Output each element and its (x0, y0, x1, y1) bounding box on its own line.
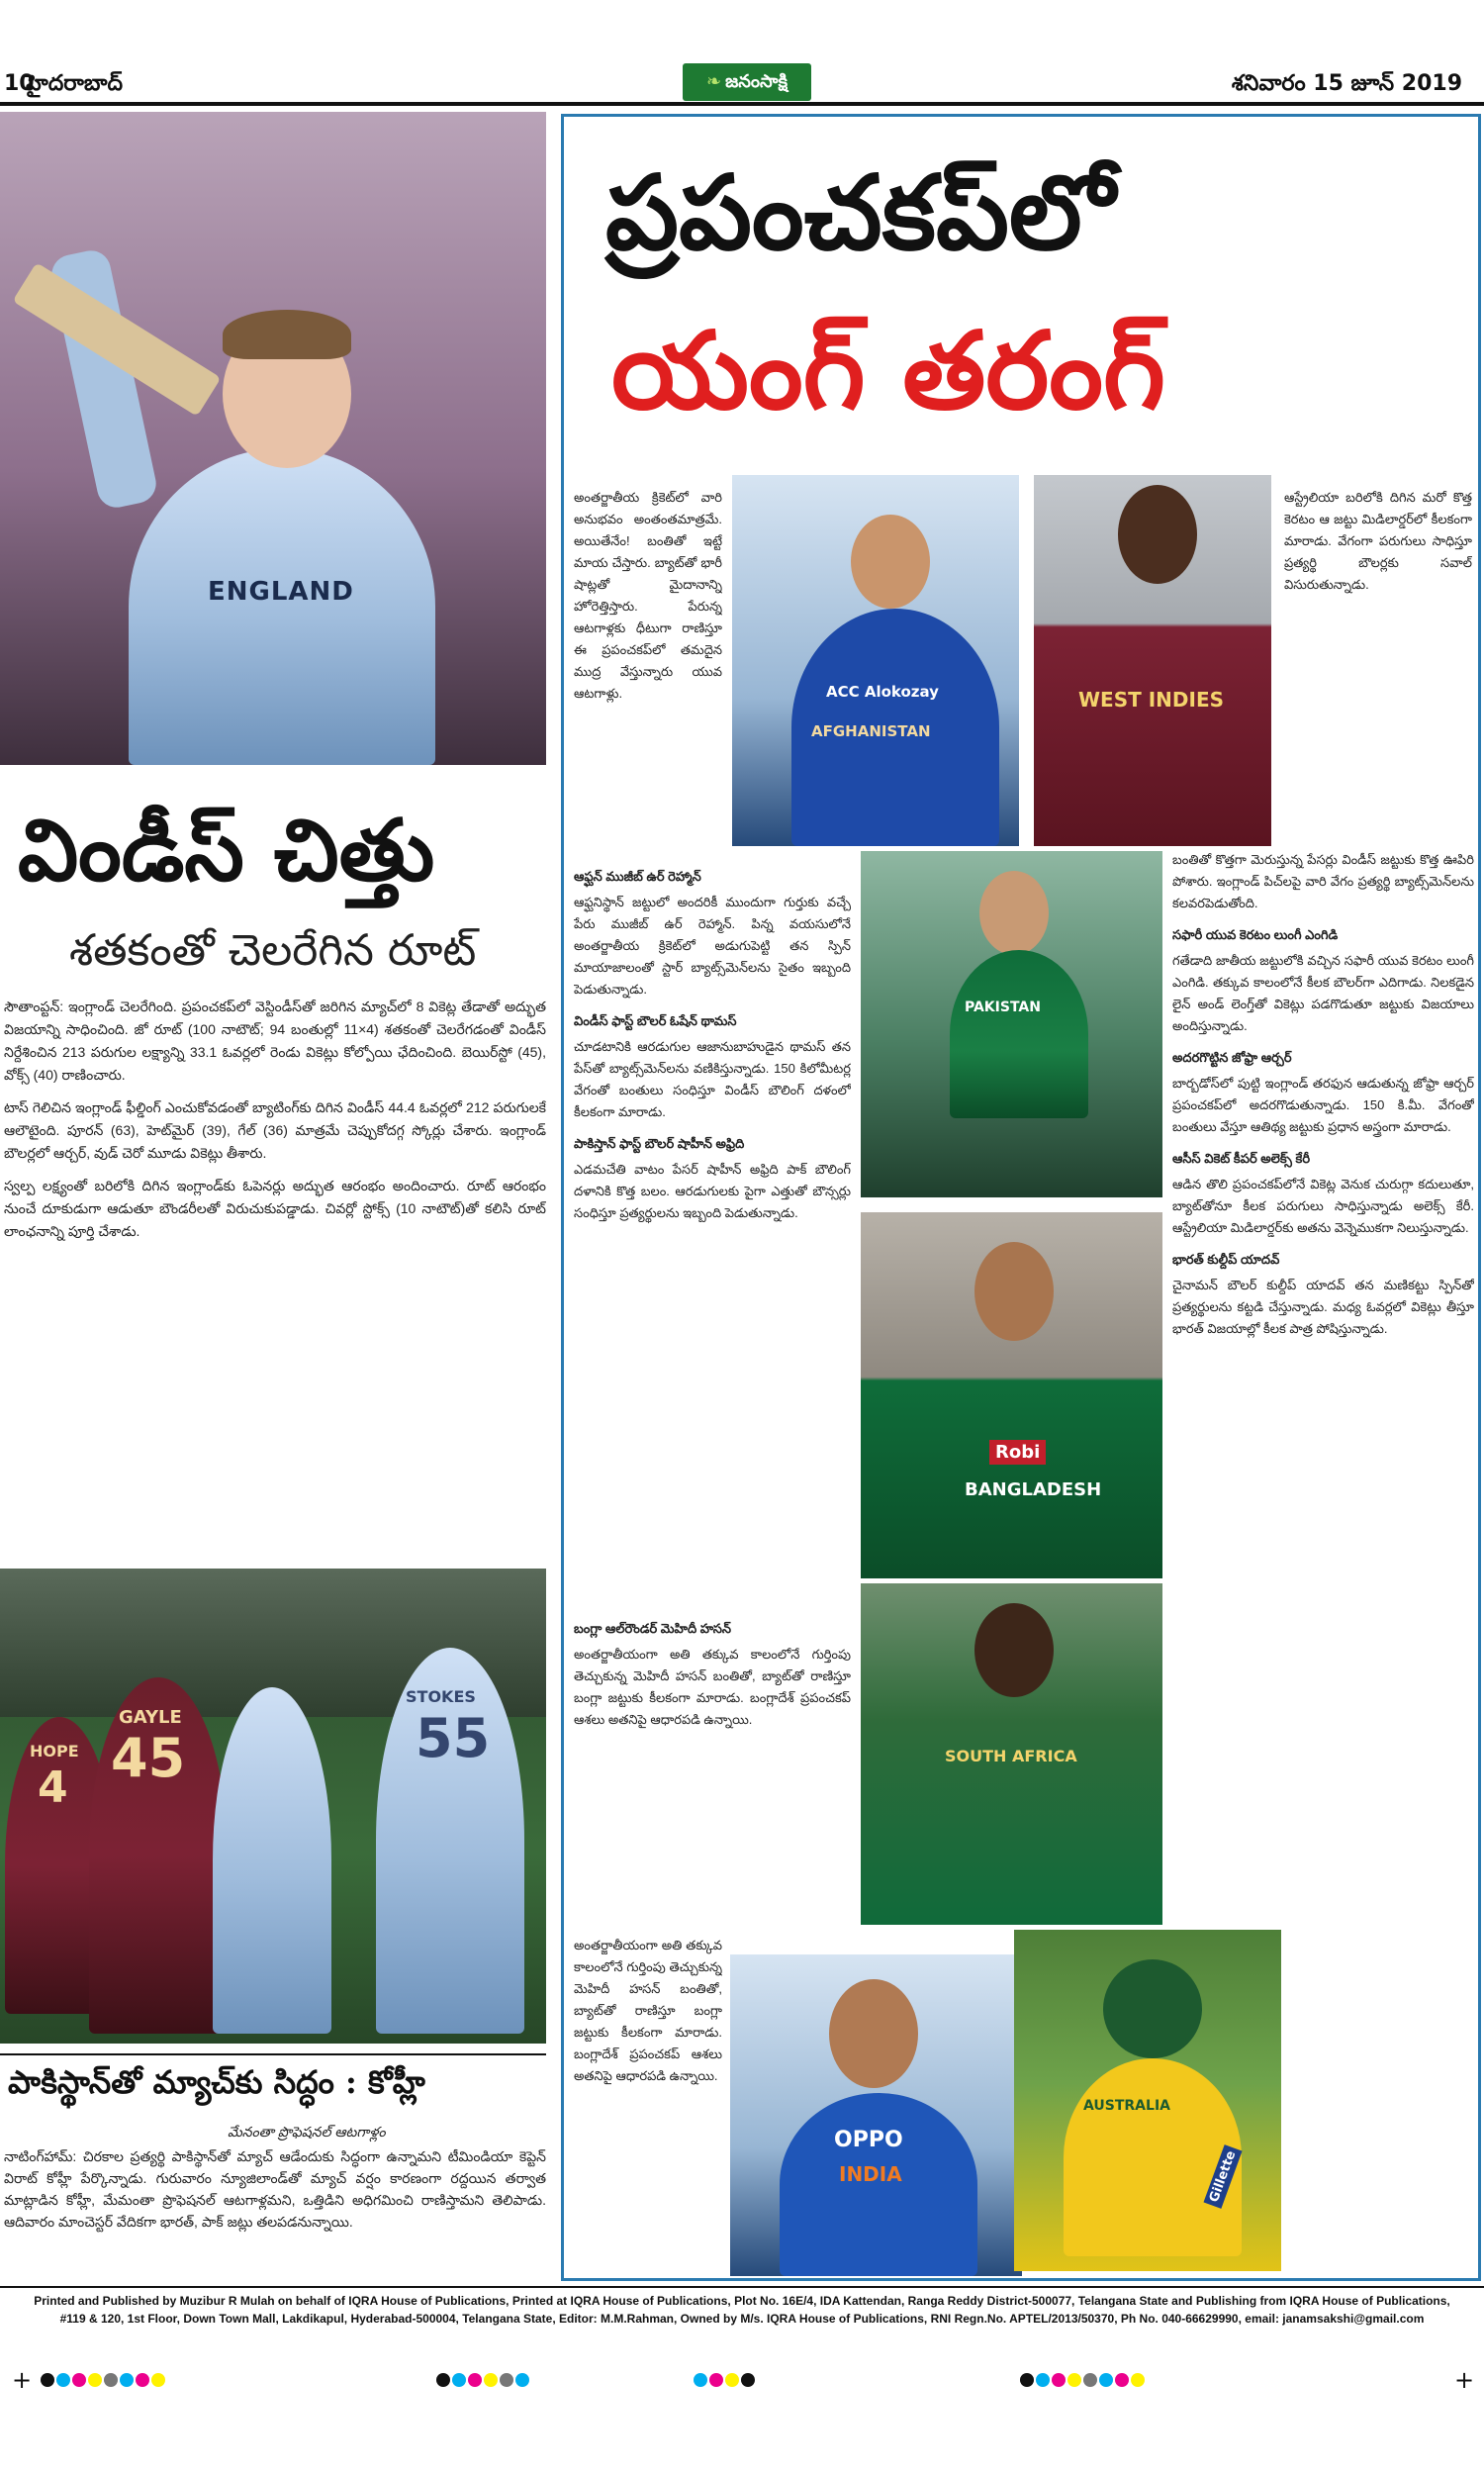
ban-sponsor: Robi (989, 1440, 1046, 1465)
swatch (515, 2373, 529, 2387)
kuldeep-head (829, 1979, 918, 2088)
shaheen-jersey (950, 950, 1088, 1118)
player-hair (223, 310, 351, 359)
ngidi-photo (861, 1583, 1162, 1925)
left-subheadline: శతకంతో చెలరేగిన రూట్ (69, 925, 477, 976)
carey-jersey (1064, 2058, 1242, 2256)
brand-name: జనంసాక్షి (725, 71, 788, 92)
swatch (72, 2373, 86, 2387)
swatch (741, 2373, 755, 2387)
feature-col1-top (574, 487, 722, 863)
archer-subhead: అదరగొట్టిన జోఫ్రా ఆర్చర్ (1172, 1050, 1292, 1065)
feature-col1-tail (574, 1935, 722, 2276)
swatch (1067, 2373, 1081, 2387)
ind-sponsor: OPPO (834, 2128, 903, 2152)
story-paragraph: సౌతాంప్టన్: ఇంగ్లాండ్ చెలరేగింది. ప్రపంచకప్‌లో వెస్టిండీస్‌తో జరిగిన మ్యాచ్‌లో 8 వికెట్ల తేడాతో అద్భుత విజయాన్ని సాధించింది. జో రూట్ (100 నాటౌట్; 94 బంతుల్లో 11×4) శతకంతో చెలరేగడంతో విండీస్ నిర్దేశించిన 213 పరుగుల లక్ష్యాన్ని 33.1 ఓవర్లలో రెండు వికెట్లు కోల్పోయి ఛేదించింది. బెయిర్‌స్టో (45), వోక్స్ (40) రాణించారు. (4, 999, 546, 1083)
tail-paragraph: అంతర్జాతీయంగా అతి తక్కువ కాలంలోనే గుర్తింపు తెచ్చుకున్న మెహిదీ హసన్ బంతితో, బ్యాట్‌తో రాణిస్తూ బంగ్లా జట్టుకు కీలకంగా మారాడు. బంగ్లాదేశ్ ప్రపంచకప్ ఆశలు అతనిపై ఆధారపడి ఉన్నాయి. (574, 1938, 722, 2083)
feature-headline-line2: యంగ్ తరంగ్ (611, 309, 1165, 433)
carey-text: ఆడిన తొలి ప్రపంచకప్‌లోనే వికెట్ల వెనుక చురుగ్గా కదులుతూ, బ్యాట్‌తోనూ కీలక పరుగులు సాధిస్తున్నాడు అలెక్స్ కేరీ. ఆస్ట్రేలియా మిడిలార్డర్‌కు అతను వెన్నెముకగా నిలుస్తున్నాడు. (1172, 1177, 1474, 1235)
swatch (1131, 2373, 1145, 2387)
ngidi-text: గతేడాది జాతీయ జట్టులోకి వచ్చిన సఫారీ యువ కెరటం లుంగీ ఎంగిడి. తక్కువ కాలంలోనే కీలక బౌలర్‌గా ఎదిగాడు. నిలకడైన లైన్ అండ్ లెంగ్త్‌తో వికెట్లు పడగొడుతూ జట్టుకు విజయాలు అందిస్తున్నాడు. (1172, 953, 1474, 1033)
kohli-story: నాటింగ్‌హామ్: చిరకాల ప్రత్యర్థి పాకిస్థాన్‌తో మ్యాచ్ ఆడేందుకు సిద్ధంగా ఉన్నామని టీమిండియా కెప్టెన్ విరాట్ కోహ్లీ పేర్కొన్నాడు. గురువారం న్యూజిలాండ్‌తో మ్యాచ్ వర్షం కారణంగా రద్దయిన తర్వాత మాట్లాడిన కోహ్లీ, మేమంతా ప్రొఫెషనల్ ఆటగాళ్లమని, ఒత్తిడిని అధిగమించి రాణిస్తామని తెలిపాడు. ఆదివారం మాంచెస్టర్ వేదికగా భారత్, పాక్ జట్లు తలపడనున్నాయి. (4, 2148, 546, 2230)
aus-intro: ఆస్ట్రేలియా బరిలోకి దిగిన మరో కొత్త కెరటం ఆ జట్టు మిడిలార్డర్‌లో కీలకంగా మారాడు. వేగంగా పరుగులు సాధిస్తూ ప్రత్యర్థి బౌలర్లకు సవాల్ విసురుతున్నాడు. (1284, 490, 1472, 592)
left-headline: విండీస్ చిత్తు (18, 801, 435, 901)
swatch (151, 2373, 165, 2387)
swatch (1115, 2373, 1129, 2387)
swatch (452, 2373, 466, 2387)
swatch (136, 2373, 149, 2387)
player-root (213, 1687, 331, 2034)
feature-col2-top (1284, 487, 1472, 838)
swatch (436, 2373, 450, 2387)
swatch (484, 2373, 498, 2387)
mujeeb-text: ఆఫ్ఘనిస్థాన్ జట్టులో అందరికీ ముందుగా గుర్తుకు వచ్చే పేరు ముజీబ్ ఉర్ రెహ్మాన్. పిన్న వయసులోనే అంతర్జాతీయ క్రికెట్‌లో అడుగుపెట్టి తన స్పిన్ మాయాజాలంతో స్టార్ బ్యాట్స్‌మెన్‌లను సైతం ఇబ్బంది పెడుతున్నాడు. (574, 895, 851, 997)
mehidy-subhead: బంగ్లా ఆల్‌రౌండర్ మెహిదీ హసన్ (574, 1621, 732, 1636)
aus-jersey-text: AUSTRALIA (1083, 2098, 1170, 2114)
ngidi-head (974, 1603, 1054, 1697)
hope-name: HOPE (30, 1742, 79, 1761)
kuldeep-subhead: భారత్ కుల్దీప్ యాదవ్ (1172, 1252, 1280, 1267)
afg-sponsor: ACC Alokozay (826, 683, 939, 701)
kohli-headline: పాకిస్థాన్‌తో మ్యాచ్‌కు సిద్ధం : కోహ్లీ (8, 2063, 425, 2101)
swatch (1020, 2373, 1034, 2387)
swatch (1099, 2373, 1113, 2387)
feature-headline-line1: ప్రపంచకప్‌లో (605, 151, 1115, 273)
gayle-number: 45 (111, 1727, 186, 1789)
mehidy-photo (861, 1212, 1162, 1578)
registration-bar (0, 2360, 1484, 2400)
shaheen-subhead: పాకిస్తాన్ ఫాస్ట్ బౌలర్ షాహీన్ అఫ్రిది (574, 1136, 745, 1151)
aus-sponsor: Gillette (1204, 2144, 1243, 2209)
kohli-subtitle: మేనంతా ప్రొఫెషనల్ ఆటగాళ్లం (228, 2124, 386, 2140)
intro-paragraph: అంతర్జాతీయ క్రికెట్‌లో వారి అనుభవం అంతంతమాత్రమే. అయితేనేం! బంతితో ఇట్టే మాయ చేస్తారు. బ్యాట్‌తో భారీ షాట్లతో మైదానాన్ని హోరెత్తిస్తారు. పేరున్న ఆటగాళ్లకు ధీటుగా రాణిస్తూ ఈ ప్రపంచకప్‌లో తమదైన ముద్ర వేస్తున్నారు యువ ఆటగాళ్లు. (574, 490, 722, 701)
shaheen-head (979, 871, 1049, 955)
swatch (1036, 2373, 1050, 2387)
reg-cross-left: + (12, 2366, 33, 2394)
wi-jersey-text: WEST INDIES (1078, 688, 1225, 712)
root-celebration-photo (0, 112, 546, 765)
page-number: 10 (4, 71, 35, 96)
swatch (120, 2373, 134, 2387)
mujeeb-photo (732, 475, 1019, 846)
mehidy-text: అంతర్జాతీయంగా అతి తక్కువ కాలంలోనే గుర్తింపు తెచ్చుకున్న మెహిదీ హసన్ బంతితో, బ్యాట్‌తో రాణిస్తూ బంగ్లా జట్టుకు కీలకంగా మారాడు. బంగ్లాదేశ్ ప్రపంచకప్ ఆశలు అతనిపై ఆధారపడి ఉన్నాయి. (574, 1647, 851, 1727)
swatch (709, 2373, 723, 2387)
swatch (1083, 2373, 1097, 2387)
color-bar-right (1019, 2372, 1146, 2391)
wi-pacers-text: బంతితో కొత్తగా మెరుస్తున్న పేసర్లు విండీస్ జట్టుకు కొత్త ఊపిరి పోశారు. ఇంగ్లాండ్ పిచ్‌లపై వారి వేగం ప్రత్యర్థి బ్యాట్స్‌మెన్‌లను కలవరపెడుతోంది. (1172, 852, 1474, 910)
ngidi-subhead: సఫారీ యువ కెరటం లుంగీ ఎంగిడి (1172, 927, 1339, 942)
color-bar-left (40, 2372, 166, 2391)
masthead-logo (683, 63, 811, 101)
color-bar-center (693, 2372, 756, 2391)
player-figure (129, 448, 435, 765)
left-story (4, 996, 546, 1550)
thomas-text: చూడటానికి ఆరడుగుల ఆజానుబాహుడైన థామస్ తన పేస్‌తో బ్యాట్స్‌మెన్‌లను వణికిస్తున్నాడు. 150 కిలోమీటర్ల వేగంతో బంతులు సంధిస్తూ విండీస్ బౌలింగ్ దళంలో కీలకంగా మారాడు. (574, 1039, 851, 1119)
sa-jersey-text: SOUTH AFRICA (945, 1747, 1077, 1765)
imprint-line2: #119 & 120, 1st Floor, Down Town Mall, Lakdikapul, Hyderabad-500004, Telangana State, Editor: M.M.Rahman, Owned by M/s. IQRA House of Publications, RNI Regn.No. APTEL/2013/50370, Ph No. 040-66629990, email: janamsakshi@gmail.com (59, 2312, 1425, 2326)
thomas-photo (1034, 475, 1271, 846)
feature-col1-mid (574, 866, 851, 1608)
mehidy-head (974, 1242, 1054, 1341)
reg-cross-right: + (1454, 2366, 1475, 2394)
gayle-name: GAYLE (119, 1707, 182, 1728)
swatch (725, 2373, 739, 2387)
hope-number: 4 (38, 1762, 68, 1813)
carey-subhead: ఆసీస్ వికెట్ కీపర్ అలెక్స్ కేరీ (1172, 1151, 1311, 1166)
stokes-name: STOKES (406, 1687, 476, 1706)
thomas-head (1118, 485, 1197, 584)
issue-date: శనివారం 15 జూన్ 2019 (1231, 71, 1462, 96)
mujeeb-subhead: ఆఫ్ఘన్ ముజీబ్ ఉర్ రెహ్మాన్ (574, 869, 701, 884)
shaheen-text: ఎడమచేతి వాటం పేసర్ షాహీన్ అఫ్రిది పాక్ బౌలింగ్ దళానికి కొత్త బలం. ఆరడుగులకు పైగా ఎత్తుతో బౌన్సర్లు సంధిస్తూ ప్రత్యర్థులను ఇబ్బంది పెడుతున్నాడు. (574, 1162, 851, 1220)
story-paragraph: స్వల్ప లక్ష్యంతో బరిలోకి దిగిన ఇంగ్లాండ్‌కు ఓపెనర్లు అద్భుత ఆరంభం అందించారు. రూట్ ఆరంభం నుంచే దూకుడుగా ఆడుతూ బౌండరీలతో విరుచుకుపడ్డాడు. చివర్లో స్టోక్స్ (10 నాటౌట్)తో కలిసి రూట్ లాంఛనాన్ని పూర్తి చేశాడు. (4, 1178, 546, 1239)
color-bar-mid (435, 2372, 530, 2391)
ban-jersey-text: BANGLADESH (965, 1479, 1102, 1500)
carey-helmet (1103, 1959, 1202, 2058)
carey-photo (1014, 1930, 1281, 2271)
imprint-line1: Printed and Published by Muzibur R Mulah on behalf of IQRA House of Publications, Printed at IQRA House of Publications, Plot No. 16E/4, IDA Kattendan, Ranga Reddy District-500077, Telangana State and Publishing from IQRA House of Publications, (34, 2294, 1450, 2308)
story-paragraph: టాస్ గెలిచిన ఇంగ్లాండ్ ఫీల్డింగ్ ఎంచుకోవడంతో బ్యాటింగ్‌కు దిగిన విండీస్ 44.4 ఓవర్లలో 212 పరుగులకే ఆలౌటైంది. పూరన్ (63), హెట్‌మైర్ (39), గేల్ (36) మాత్రమే చెప్పుకోదగ్గ స్కోర్లు చేశారు. ఇంగ్లాండ్ బౌలర్లలో ఆర్చర్, వుడ్ చెరో మూడు వికెట్లు తీశారు. (4, 1099, 546, 1161)
swatch (56, 2373, 70, 2387)
feature-col1-bottom (574, 1618, 851, 1925)
afg-jersey-text: AFGHANISTAN (811, 722, 931, 740)
kuldeep-text: చైనామన్ బౌలర్ కుల్దీప్ యాదవ్ తన మణికట్టు స్పిన్‌తో ప్రత్యర్థులను కట్టడి చేస్తున్నాడు. మధ్య ఓవర్లలో వికెట్లు తీస్తూ భారత్ విజయాల్లో కీలక పాత్ర పోషిస్తున్నాడు. (1172, 1278, 1474, 1336)
header-rule (0, 102, 1484, 106)
kuldeep-photo (730, 1954, 1022, 2276)
shaheen-photo (861, 851, 1162, 1197)
players-walking-photo (0, 1569, 546, 2044)
jersey-text: ENGLAND (208, 577, 354, 607)
swatch (468, 2373, 482, 2387)
swatch (88, 2373, 102, 2387)
swatch (500, 2373, 513, 2387)
pak-jersey-text: PAKISTAN (965, 1000, 1041, 1015)
ind-jersey-text: INDIA (839, 2162, 902, 2186)
thomas-subhead: విండీస్ ఫాస్ట్ బౌలర్ ఓషేన్ థామస్ (574, 1013, 737, 1028)
swatch (41, 2373, 54, 2387)
city-label: హైదరాబాద్ (26, 71, 123, 96)
left-divider (0, 2053, 546, 2055)
swatch (104, 2373, 118, 2387)
archer-text: బార్బడోస్‌లో పుట్టి ఇంగ్లాండ్ తరఫున ఆడుతున్న జోఫ్రా ఆర్చర్ ప్రపంచకప్‌లో అదరగొడుతున్నాడు. 150 కి.మీ. వేగంతో బంతులు వేస్తూ ఆతిథ్య జట్టుకు ప్రధాన అస్త్రంగా మారాడు. (1172, 1076, 1474, 1134)
swatch (694, 2373, 707, 2387)
swatch (1052, 2373, 1066, 2387)
stokes-number: 55 (416, 1707, 491, 1769)
mujeeb-head (851, 515, 930, 609)
imprint-footer (0, 2286, 1484, 2355)
feature-col2-mid (1172, 849, 1474, 1918)
leaf-icon: ❧ (706, 71, 722, 92)
